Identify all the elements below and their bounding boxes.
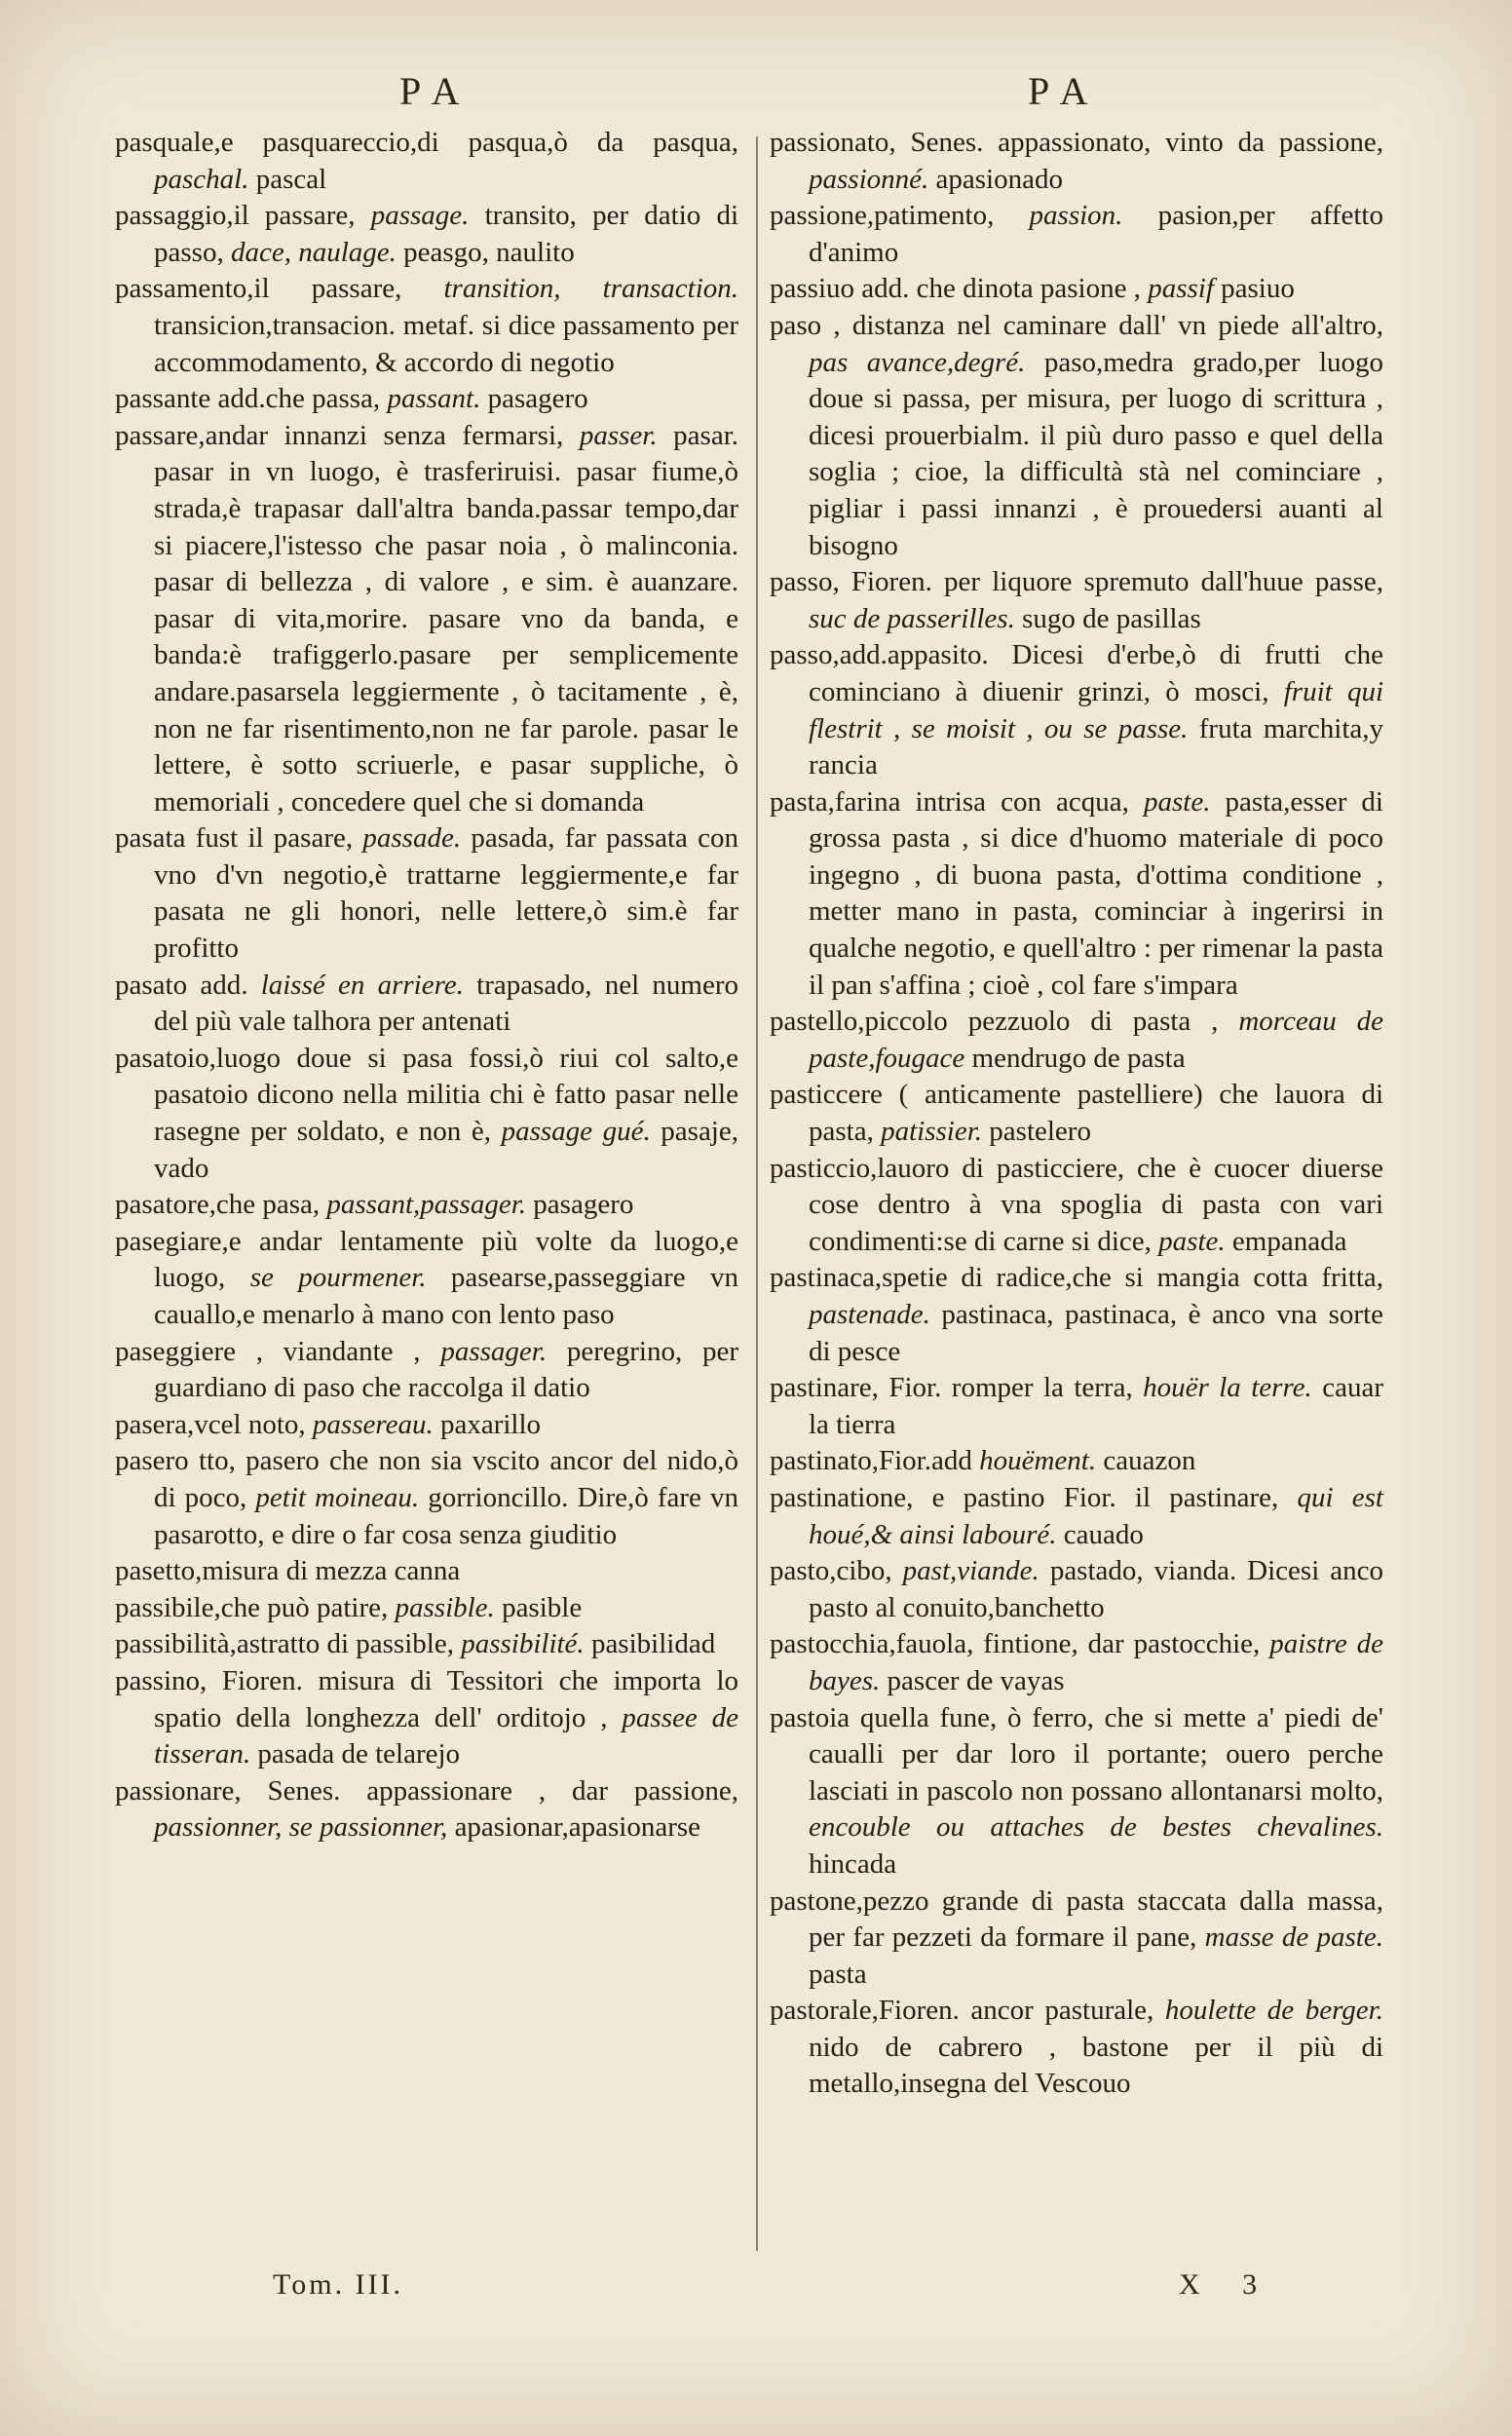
entry-text: transicion,transacion. metaf. si dice passamento per accommodamento, & accordo di negotio xyxy=(154,309,738,378)
dictionary-entry xyxy=(770,308,1383,564)
french-equivalent: passion. xyxy=(1029,200,1123,232)
entry-text: pastinatione, e pastino Fior. il pastinare, xyxy=(770,1481,1279,1513)
entry-text: pasatore,che pasa, xyxy=(115,1189,321,1221)
french-equivalent: passereau. xyxy=(312,1408,434,1440)
dictionary-entry xyxy=(115,271,738,381)
dictionary-entry xyxy=(115,418,738,821)
dictionary-entry xyxy=(115,198,738,271)
entry-text: apasionado xyxy=(935,163,1063,195)
french-equivalent: houlette de berger. xyxy=(1164,1995,1383,2027)
dictionary-entry xyxy=(770,1004,1383,1077)
entry-text: passante add.che passa, xyxy=(115,383,381,415)
entry-text: pasible xyxy=(502,1591,583,1623)
right-column xyxy=(770,125,1383,2103)
entry-text: passamento,il passare, xyxy=(115,273,402,305)
dictionary-entry xyxy=(115,1187,738,1224)
dictionary-entry xyxy=(115,1590,738,1627)
french-equivalent: se pourmener. xyxy=(249,1262,427,1294)
entry-text: pasaje, vado xyxy=(154,1116,738,1184)
entry-text: passaggio,il passare, xyxy=(115,200,356,232)
entry-text: transito, per datio di passo, xyxy=(154,200,739,268)
entry-text: apasionar,apasionarse xyxy=(454,1811,701,1844)
entry-text: pasagero xyxy=(533,1189,634,1221)
entry-text: cauar la tierra xyxy=(809,1372,1383,1440)
entry-text: pasada, far passata con vno d'vn negotio,è trattarne leggiermente,e far pasata ne gli honori, nelle lettere,ò sim.è far profitto xyxy=(154,822,739,965)
french-equivalent: houëment. xyxy=(979,1445,1097,1477)
entry-text: pasto,cibo, xyxy=(770,1555,892,1587)
entry-text: passibile,che può patire, xyxy=(115,1591,389,1623)
dictionary-entry xyxy=(115,1626,738,1663)
french-equivalent: passant,passager. xyxy=(326,1189,527,1221)
dictionary-entry xyxy=(770,1151,1383,1261)
column-divider xyxy=(756,136,758,2251)
french-equivalent: passer. xyxy=(579,419,658,451)
dictionary-entry xyxy=(115,1041,738,1187)
dictionary-entry xyxy=(770,1260,1383,1370)
dictionary-entry xyxy=(770,784,1383,1005)
french-equivalent: passage. xyxy=(370,200,470,232)
entry-text: cauado xyxy=(1063,1518,1144,1550)
french-equivalent: passibilité. xyxy=(461,1628,585,1660)
signature-mark: X 3 xyxy=(1179,2268,1275,2301)
entry-text: passino, Fioren. misura di Tessitori che importa lo spatio della longhezza dell' orditojo , xyxy=(115,1664,738,1733)
entry-text: pasegiare,e andar lentamente più volte da luogo,e luogo, xyxy=(115,1225,738,1294)
entry-text: passionare, Senes. appassionare , dar passione, xyxy=(115,1774,738,1807)
entry-text: pastinato,Fior.add xyxy=(770,1445,972,1477)
french-equivalent: suc de passerilles. xyxy=(809,602,1015,634)
french-equivalent: passage gué. xyxy=(501,1116,651,1148)
french-equivalent: passionné. xyxy=(809,163,929,195)
french-equivalent: paste. xyxy=(1158,1225,1226,1257)
french-equivalent: passionner, se passionner, xyxy=(154,1811,448,1844)
entry-text: pastelero xyxy=(989,1116,1091,1148)
dictionary-entry xyxy=(770,1626,1383,1699)
entry-text: pastinaca,spetie di radice,che si mangia cotta fritta, xyxy=(770,1262,1383,1294)
french-equivalent: pas avance,degré. xyxy=(809,346,1026,378)
entry-text: sugo de pasillas xyxy=(1022,602,1201,634)
french-equivalent: passee de tisseran. xyxy=(154,1701,738,1770)
entry-text: pastado, vianda. Dicesi anco pasto al conuito,banchetto xyxy=(809,1555,1384,1623)
dictionary-entry xyxy=(770,564,1383,637)
dictionary-entry xyxy=(770,198,1383,271)
dictionary-entry xyxy=(115,381,738,418)
dictionary-entry xyxy=(115,1407,738,1444)
entry-text: pastinaca, pastinaca, è anco vna sorte di pesce xyxy=(809,1299,1384,1367)
french-equivalent: paste. xyxy=(1144,785,1211,818)
dictionary-entry xyxy=(770,1993,1383,2103)
dictionary-entry xyxy=(115,1773,738,1846)
entry-text: pasata fust il pasare, xyxy=(115,822,354,855)
entry-text: pascal xyxy=(255,163,327,195)
french-equivalent: masse de paste. xyxy=(1204,1922,1383,1954)
entry-text: pasibilidad xyxy=(590,1628,716,1660)
french-equivalent: patissier. xyxy=(881,1116,983,1148)
entry-text: pastinare, Fior. romper la terra, xyxy=(770,1372,1133,1404)
entry-text: pasato add. xyxy=(115,969,248,1001)
running-head-right: PA xyxy=(1028,69,1102,113)
dictionary-entry xyxy=(115,1334,738,1407)
entry-text: mendrugo de pasta xyxy=(971,1042,1186,1074)
french-equivalent: pastenade. xyxy=(809,1299,930,1330)
dictionary-entry xyxy=(115,820,738,967)
entry-text: trapasado, nel numero del più vale talhora per antenati xyxy=(154,969,738,1038)
entry-text: pastoia quella fune, ò ferro, che si mette a' piedi de' caualli per dar loro il portante; ouero perche lasciati in pascolo non possano allontanarsi molto, xyxy=(770,1701,1383,1807)
dictionary-entry xyxy=(115,1224,738,1334)
entry-text: peasgo, naulito xyxy=(403,236,575,268)
french-equivalent: transition, transaction. xyxy=(443,273,739,305)
entry-text: pasar. pasar in vn luogo, è trasferiruisi. pasar fiume,ò strada,è trapasar dall'altra banda.passar tempo,dar si piacere,l'istesso che pasar noia , ò malinconia. pasar di bellezza , di valore , e sim. è auanzare. pasar di vita,morire. pasare vno da banda, e banda:è trafiggerlo.pasare per semplicemente andare.pasarsela leggiermente , ò tacitamente , è, non ne far risentimento,non ne far parole. pasar le lettere, è sotto scriuerle, e pasar suppliche, ò memoriali , concedere quel che si domanda xyxy=(154,419,739,818)
entry-text: pascer de vayas xyxy=(887,1664,1065,1696)
entry-text: paso , distanza nel caminare dall' vn piede all'altro, xyxy=(770,309,1383,341)
french-equivalent: passant. xyxy=(387,383,481,415)
entry-text: paso,medra grado,per luogo doue si passa, per misura, per luogo di scrittura , dicesi prouerbialm. il più duro passo e quel della soglia ; cioe, la difficultà stà nel cominciare , pigliar i passi innanzi , è prouedersi auanti al bisogno xyxy=(809,346,1384,561)
french-equivalent: passager. xyxy=(440,1335,548,1367)
dictionary-entry xyxy=(770,125,1383,198)
french-equivalent: past,viande. xyxy=(902,1555,1040,1587)
entry-text: pasiuo xyxy=(1221,273,1295,305)
entry-text: nido de cabrero , bastone per il più di metallo,insegna del Vescouo xyxy=(809,2031,1383,2100)
french-equivalent: qui est houé,& ainsi labouré. xyxy=(809,1481,1383,1550)
french-equivalent: passif xyxy=(1148,273,1214,305)
entry-text: passionato, Senes. appassionato, vinto da passione, xyxy=(770,127,1383,158)
entry-text: paxarillo xyxy=(439,1408,542,1440)
running-head-left: PA xyxy=(399,69,473,113)
entry-text: passo,add.appasito. Dicesi d'erbe,ò di frutti che cominciano à diuenir grinzi, ò mosci, xyxy=(770,639,1383,707)
entry-text: pasada de telarejo xyxy=(257,1738,461,1770)
entry-text: gorrioncillo. Dire,ò fare vn pasarotto, e dire o far cosa senza giuditio xyxy=(154,1481,739,1550)
dictionary-entry xyxy=(115,1443,738,1553)
entry-text: passibilità,astratto di passible, xyxy=(115,1628,454,1660)
entry-text: pastone,pezzo grande di pasta staccata dalla massa, per far pezzeti da formare il pane, xyxy=(770,1884,1383,1954)
entry-text: passiuo add. che dinota pasione , xyxy=(770,273,1141,305)
entry-text: pasera,vcel noto, xyxy=(115,1408,306,1440)
french-equivalent: encouble ou attaches de bestes chevalines. xyxy=(809,1811,1383,1844)
french-equivalent: passade. xyxy=(362,822,462,855)
entry-text: pasero tto, pasero che non sia vscito ancor del nido,ò di poco, xyxy=(115,1445,738,1513)
left-column xyxy=(115,125,738,1846)
entry-text: pastocchia,fauola, fintione, dar pastocchie, xyxy=(770,1628,1261,1660)
french-equivalent: passible. xyxy=(395,1591,495,1623)
entry-text: pasion,per affetto d'animo xyxy=(809,200,1383,268)
entry-text: passare,andar innanzi senza fermarsi, xyxy=(115,419,564,451)
dictionary-entry xyxy=(115,1553,738,1590)
entry-text: pasticcio,lauoro di pasticciere, che è cuocer diuerse cose dentro à vna spoglia di pasta con vari condimenti:se di carne si dice, xyxy=(770,1152,1383,1257)
french-equivalent: paschal. xyxy=(154,163,249,195)
dictionary-entry xyxy=(115,968,738,1041)
french-equivalent: paistre de bayes. xyxy=(809,1628,1383,1696)
entry-text: pasetto,misura di mezza canna xyxy=(115,1555,461,1587)
entry-text: pasquale,e pasquareccio,di pasqua,ò da pasqua, xyxy=(115,127,738,158)
entry-text: hincada xyxy=(809,1847,897,1880)
dictionary-entry xyxy=(770,1443,1383,1480)
french-equivalent: morceau de paste,fougace xyxy=(809,1006,1383,1074)
french-equivalent: fruit qui flestrit , se moisit , ou se passe. xyxy=(809,675,1384,744)
entry-text: pastorale,Fioren. ancor pasturale, xyxy=(770,1995,1154,2027)
dictionary-entry xyxy=(770,1553,1383,1626)
french-equivalent: houër la terre. xyxy=(1143,1372,1312,1404)
french-equivalent: dace, naulage. xyxy=(230,236,397,268)
entry-text: pasta,esser di grossa pasta , si dice d'huomo materiale di poco ingegno , di buona pasta, d'ottima conditione , metter mano in pasta, cominciar à ingerirsi in qualche negotio, e quell'altro : per rimenar la pasta il pan s'affina ; cioè , col fare s'impara xyxy=(809,785,1383,1001)
dictionary-entry xyxy=(115,1663,738,1773)
dictionary-entry xyxy=(770,271,1383,308)
entry-text: pasticcere ( anticamente pastelliere) che lauora di pasta, xyxy=(770,1079,1383,1148)
entry-text: cauazon xyxy=(1103,1445,1196,1477)
entry-text: fruta marchita,y rancia xyxy=(809,712,1384,781)
dictionary-entry xyxy=(770,637,1383,783)
entry-text: peregrino, per guardiano di paso che raccolga il datio xyxy=(154,1335,739,1404)
dictionary-entry xyxy=(770,1700,1383,1884)
dictionary-entry xyxy=(770,1077,1383,1150)
entry-text: pasta xyxy=(809,1958,867,1990)
entry-text: pasatoio,luogo doue si pasa fossi,ò riui col salto,e pasatoio dicono nella militia chi è fatto pasar nelle rasegne per soldato, e non è, xyxy=(115,1042,738,1148)
dictionary-entry xyxy=(770,1370,1383,1443)
entry-text: pasagero xyxy=(487,383,588,415)
volume-label: Tom. III. xyxy=(273,2268,404,2301)
entry-text: paseggiere , viandante , xyxy=(115,1335,421,1367)
dictionary-entry xyxy=(770,1480,1383,1553)
dictionary-entry xyxy=(770,1884,1383,1994)
french-equivalent: petit moineau. xyxy=(255,1481,420,1513)
entry-text: pasta,farina intrisa con acqua, xyxy=(770,785,1129,818)
entry-text: passo, Fioren. per liquore spremuto dall'huue passe, xyxy=(770,566,1383,598)
entry-text: pastello,piccolo pezzuolo di pasta , xyxy=(770,1006,1219,1038)
entry-text: pasearse,passeggiare vn cauallo,e menarlo à mano con lento paso xyxy=(154,1262,738,1330)
dictionary-entry xyxy=(115,125,738,198)
entry-text: passione,patimento, xyxy=(770,200,995,232)
french-equivalent: laissé en arriere. xyxy=(260,969,464,1001)
entry-text: empanada xyxy=(1231,1225,1347,1257)
